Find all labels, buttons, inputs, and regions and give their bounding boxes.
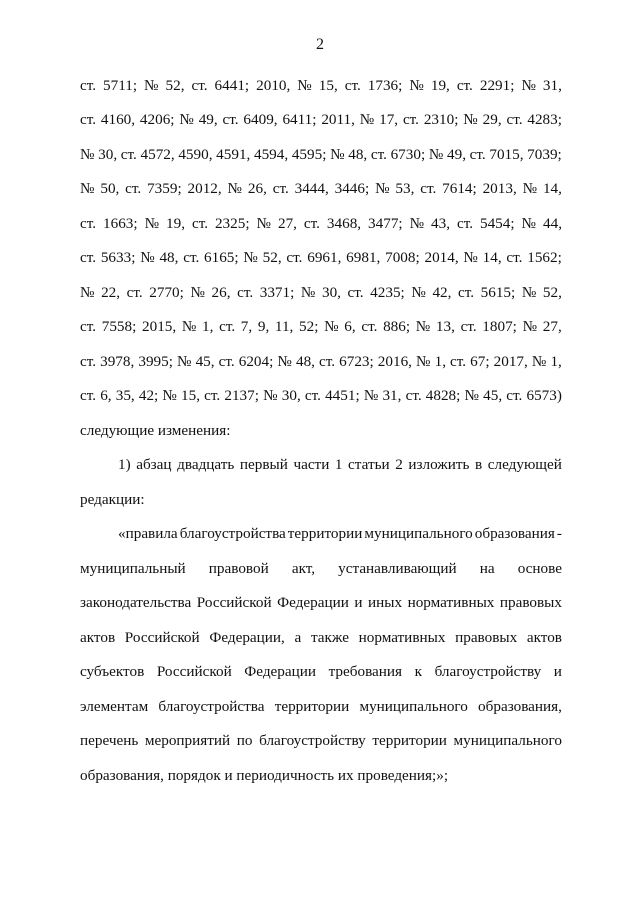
- text-line: перечень мероприятий по благоустройству территории муниципального: [80, 732, 562, 749]
- text-line: № 50, ст. 7359; 2012, № 26, ст. 3444, 3446; № 53, ст. 7614; 2013, № 14,: [80, 180, 562, 197]
- text-line: образования, порядок и периодичность их проведения;»;: [80, 767, 449, 784]
- text-line: № 22, ст. 2770; № 26, ст. 3371; № 30, ст. 4235; № 42, ст. 5615; № 52,: [80, 284, 562, 301]
- text-line: субъектов Российской Федерации требования к благоустройству и: [80, 663, 562, 680]
- text-line: законодательства Российской Федерации и иных нормативных правовых: [80, 594, 562, 611]
- text-line: «правила благоустройства территории муниципального образования -: [118, 525, 562, 542]
- text-line: ст. 5633; № 48, ст. 6165; № 52, ст. 6961, 6981, 7008; 2014, № 14, ст. 1562;: [80, 249, 562, 266]
- text-line: ст. 5711; № 52, ст. 6441; 2010, № 15, ст. 1736; № 19, ст. 2291; № 31,: [80, 77, 562, 94]
- text-line: ст. 3978, 3995; № 45, ст. 6204; № 48, ст. 6723; 2016, № 1, ст. 67; 2017, № 1,: [80, 353, 562, 370]
- text-line: следующие изменения:: [80, 422, 231, 439]
- text-line: ст. 4160, 4206; № 49, ст. 6409, 6411; 2011, № 17, ст. 2310; № 29, ст. 4283;: [80, 111, 562, 128]
- text-line: актов Российской Федерации, а также нормативных правовых актов: [80, 629, 562, 646]
- text-line: редакции:: [80, 491, 145, 508]
- text-line: ст. 6, 35, 42; № 15, ст. 2137; № 30, ст. 4451; № 31, ст. 4828; № 45, ст. 6573): [80, 387, 562, 404]
- text-line: 1) абзац двадцать первый части 1 статьи 2 изложить в следующей: [118, 456, 562, 473]
- text-line: ст. 7558; 2015, № 1, ст. 7, 9, 11, 52; № 6, ст. 886; № 13, ст. 1807; № 27,: [80, 318, 562, 335]
- text-line: муниципальный правовой акт, устанавливающий на основе: [80, 560, 562, 577]
- text-line: ст. 1663; № 19, ст. 2325; № 27, ст. 3468, 3477; № 43, ст. 5454; № 44,: [80, 215, 562, 232]
- page-number: 2: [316, 36, 324, 53]
- text-line: элементам благоустройства территории муниципального образования,: [80, 698, 562, 715]
- text-line: № 30, ст. 4572, 4590, 4591, 4594, 4595; № 48, ст. 6730; № 49, ст. 7015, 7039;: [80, 146, 562, 163]
